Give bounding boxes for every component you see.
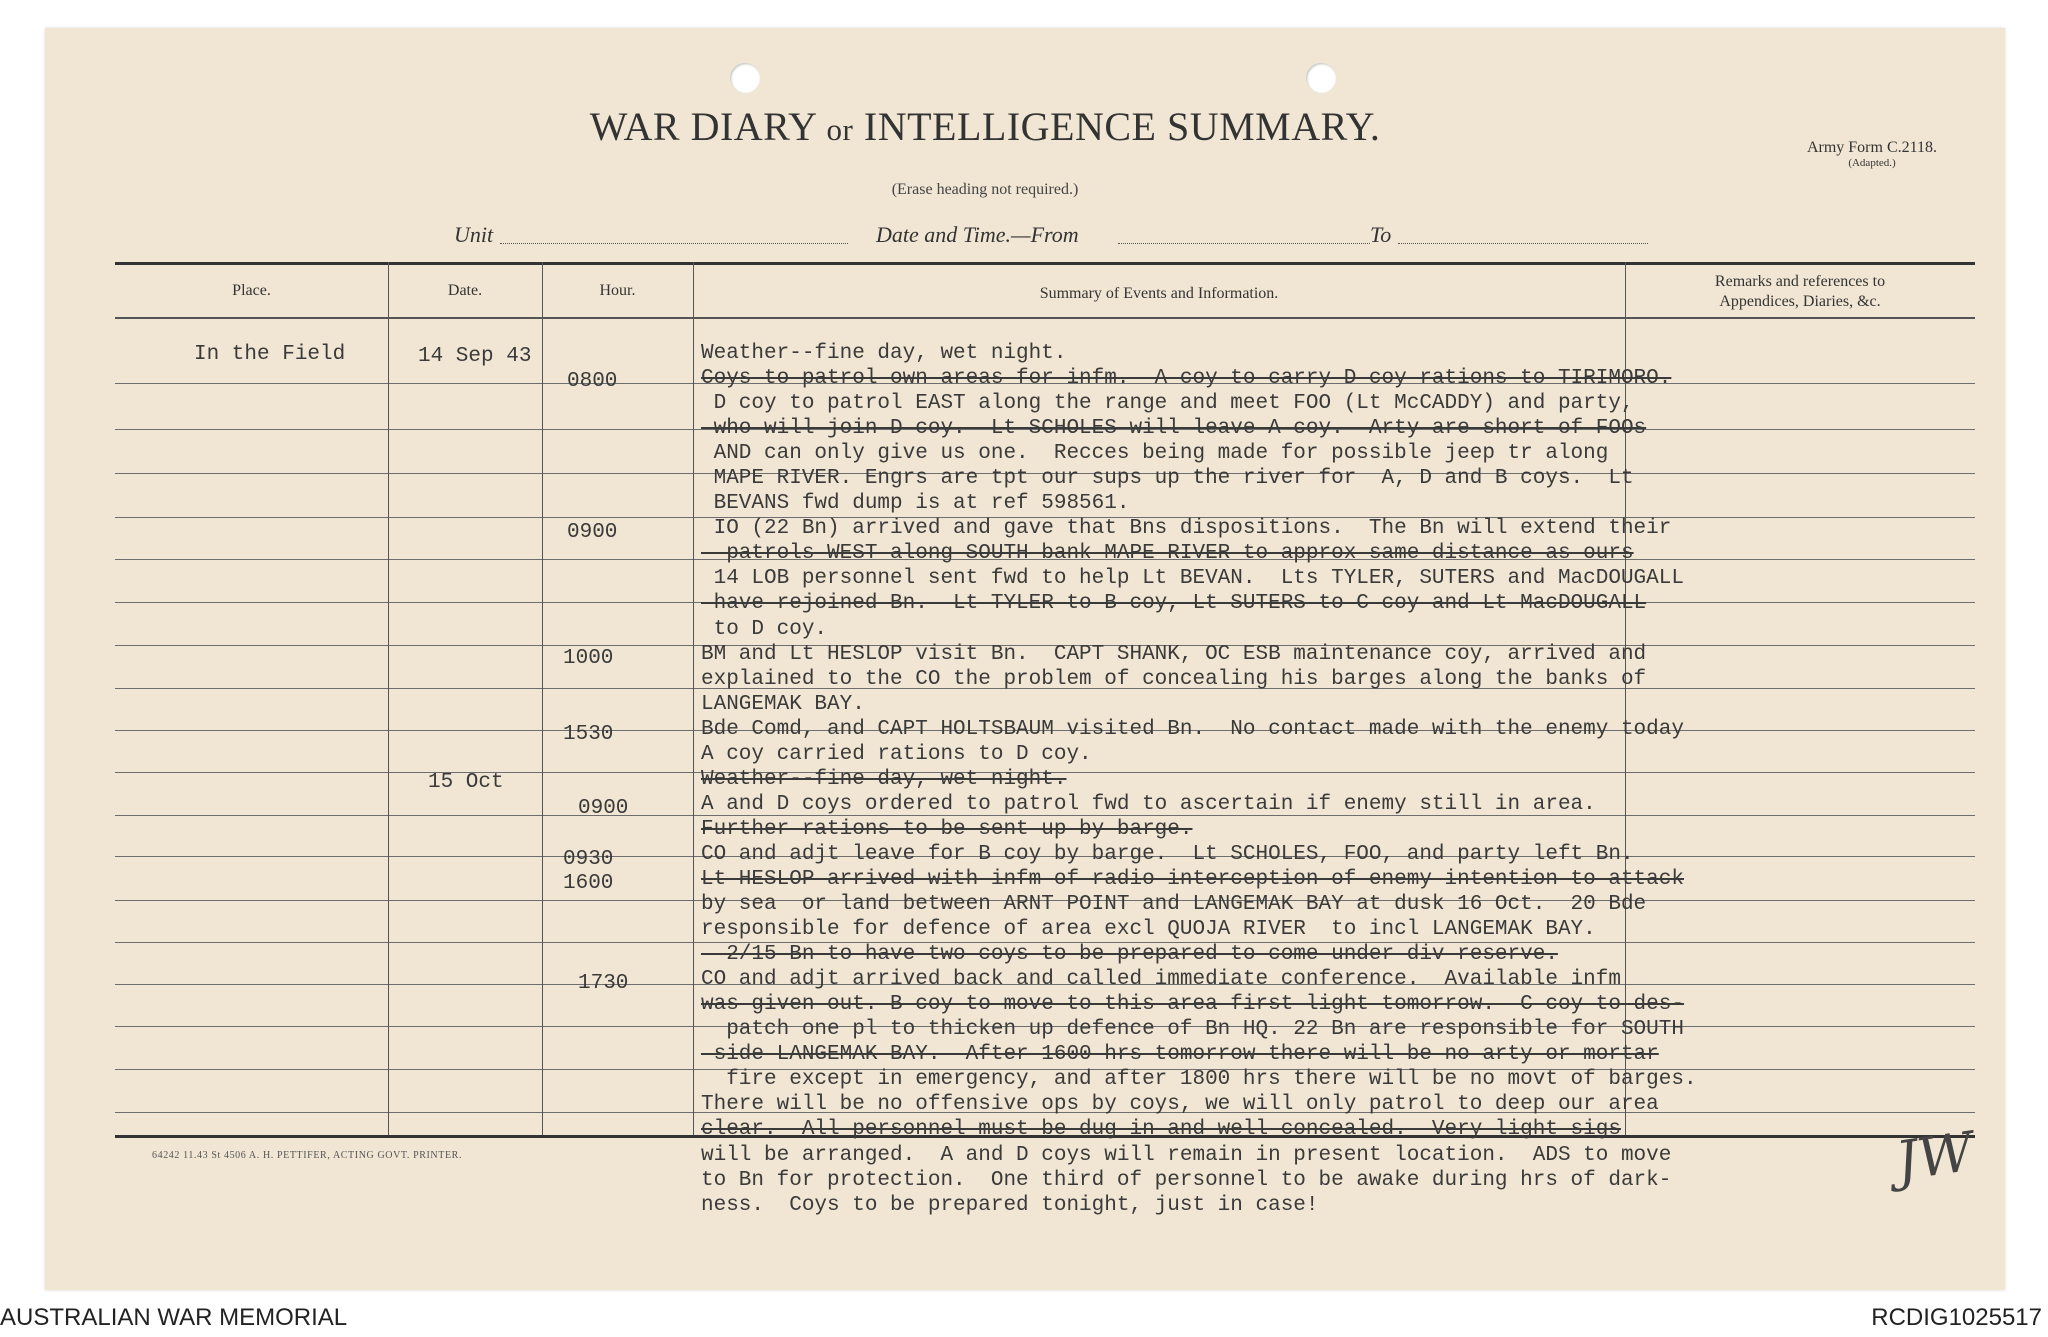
hour-entry: 0930 xyxy=(563,848,614,871)
summary-line: Further rations to be sent up by barge. xyxy=(701,817,1193,841)
summary-line: CO and adjt arrived back and called immediate conference. Available infm xyxy=(701,968,1621,992)
summary-line: will be arranged. A and D coys will remain in present location. ADS to move xyxy=(701,1143,1672,1167)
date-entry-1: 14 Sep 43 xyxy=(418,345,532,368)
table-top-rule xyxy=(115,262,1975,265)
hour-entry: 0900 xyxy=(567,521,618,544)
summary-line: Weather--fine day, wet night. xyxy=(701,342,1067,365)
adapted-label: (Adapted.) xyxy=(1848,157,1896,169)
col-header-remarks xyxy=(1625,272,1975,312)
col-header-summary: Summary of Events and Information. xyxy=(1039,285,1279,302)
summary-line: A coy carried rations to D coy. xyxy=(701,742,1092,766)
summary-line: by sea or land between ARNT POINT and LANGEMAK BAY at dusk 16 Oct. 20 Bde xyxy=(701,893,1647,917)
date-time-label: Date and Time.—From xyxy=(876,222,1079,247)
from-field-line xyxy=(1118,243,1370,244)
col-header-place: Place. xyxy=(232,282,271,299)
col-header-date: Date. xyxy=(447,282,483,299)
hour-entry: 1600 xyxy=(563,872,614,895)
summary-line: Lt HESLOP arrived with infm of radio interception of enemy intention to attack xyxy=(701,867,1684,891)
summary-line: A and D coys ordered to patrol fwd to ascertain if enemy still in area. xyxy=(701,792,1596,816)
hour-entry: 1000 xyxy=(563,647,614,670)
header-bottom-rule xyxy=(115,317,1975,319)
summary-line: explained to the CO the problem of concealing his barges along the banks of xyxy=(701,667,1647,691)
summary-line: clear. All personnel must be dug in and well concealed. Very light sigs xyxy=(701,1118,1621,1142)
summary-line: MAPE RIVER. Engrs are tpt our sups up the river for A, D and B coys. Lt xyxy=(701,467,1634,491)
col-divider-date-hour xyxy=(542,262,543,1135)
col-divider-place-date xyxy=(388,262,389,1135)
summary-line: AND can only give us one. Recces being made for possible jeep tr along xyxy=(701,442,1609,466)
hour-entry: 0800 xyxy=(567,370,618,393)
summary-line: D coy to patrol EAST along the range and meet FOO (Lt McCADDY) and party, xyxy=(701,392,1634,416)
summary-line: have rejoined Bn. Lt TYLER to B coy, Lt SUTERS to C coy and Lt MacDOUGALL xyxy=(701,592,1647,616)
hour-entry: 1730 xyxy=(578,972,629,995)
summary-line: was given out. B coy to move to this area first light tomorrow. C coy to des- xyxy=(701,993,1684,1017)
summary-line: 2/15 Bn to have two coys to be prepared to come under div reserve. xyxy=(701,943,1558,967)
summary-line: CO and adjt leave for B coy by barge. Lt SCHOLES, FOO, and party left Bn. xyxy=(701,842,1634,866)
summary-line: patch one pl to thicken up defence of Bn HQ. 22 Bn are responsible for SOUTH xyxy=(701,1018,1684,1042)
summary-line: Coys to patrol own areas for infm. A coy to carry D coy rations to TIRIMORO. xyxy=(701,367,1672,391)
summary-line: to D coy. xyxy=(701,617,828,641)
summary-line: to Bn for protection. One third of personnel to be awake during hrs of dark- xyxy=(701,1168,1672,1192)
army-form-label: Army Form C.2118. xyxy=(1806,139,1938,156)
col-header-remarks-line2: Appendices, Diaries, &c. xyxy=(1719,293,1881,310)
date-entry-2: 15 Oct xyxy=(428,771,504,794)
summary-line: 14 LOB personnel sent fwd to help Lt BEVAN. Lts TYLER, SUTERS and MacDOUGALL xyxy=(701,567,1684,591)
summary-line: fire except in emergency, and after 1800 hrs there will be no movt of barges. xyxy=(701,1068,1697,1092)
col-header-remarks-line1: Remarks and references to xyxy=(1714,273,1886,290)
summary-line: responsible for defence of area excl QUOJA RIVER to incl LANGEMAK BAY. xyxy=(701,918,1596,942)
hour-entry: 0900 xyxy=(578,797,629,820)
unit-field-line xyxy=(500,243,848,244)
summary-line: ness. Coys to be prepared tonight, just in case! xyxy=(701,1193,1319,1217)
summary-line: There will be no offensive ops by coys, we will only patrol to deep our area xyxy=(701,1093,1659,1117)
to-label: To xyxy=(1370,222,1392,247)
summary-line: side LANGEMAK BAY. After 1600 hrs tomorrow there will be no arty or mortar xyxy=(701,1043,1659,1067)
form-title xyxy=(555,103,1415,150)
footer-record-id: RCDIG1025517 xyxy=(1871,1304,2042,1331)
form-subtitle: (Erase heading not required.) xyxy=(891,181,1079,198)
title-intelligence-summary: INTELLIGENCE SUMMARY. xyxy=(863,104,1381,149)
punch-hole-left xyxy=(730,63,760,93)
summary-line: patrols WEST along SOUTH bank MAPE RIVER to approx same distance as ours xyxy=(701,542,1634,566)
hour-entry: 1530 xyxy=(563,723,614,746)
unit-label: Unit xyxy=(454,222,494,247)
col-divider-hour-summary xyxy=(693,262,694,1135)
summary-line: BM and Lt HESLOP visit Bn. CAPT SHANK, OC ESB maintenance coy, arrived and xyxy=(701,642,1647,666)
to-field-line xyxy=(1398,243,1648,244)
summary-line: LANGEMAK BAY. xyxy=(701,692,865,716)
handwritten-initials: JW xyxy=(1891,1119,1978,1194)
summary-line: who will join D coy. Lt SCHOLES will leave A coy. Arty are short of FOOs xyxy=(701,417,1647,441)
punch-hole-right xyxy=(1306,63,1336,93)
summary-line: Weather--fine day, wet night. xyxy=(701,767,1067,791)
place-entry: In the Field xyxy=(194,343,346,366)
army-form-number xyxy=(1742,139,2002,169)
footer-credit: AUSTRALIAN WAR MEMORIAL xyxy=(0,1304,348,1331)
title-or: or xyxy=(826,112,854,147)
summary-line: BEVANS fwd dump is at ref 598561. xyxy=(701,492,1130,516)
summary-line: IO (22 Bn) arrived and gave that Bns dispositions. The Bn will extend their xyxy=(701,517,1672,541)
col-header-hour: Hour. xyxy=(599,282,636,299)
summary-text xyxy=(701,341,1991,1218)
printer-imprint: 64242 11.43 St 4506 A. H. PETTIFER, ACTING GOVT. PRINTER. xyxy=(152,1150,463,1161)
summary-line: Bde Comd, and CAPT HOLTSBAUM visited Bn. No contact made with the enemy today xyxy=(701,717,1684,741)
title-war-diary: WAR DIARY xyxy=(589,104,817,149)
